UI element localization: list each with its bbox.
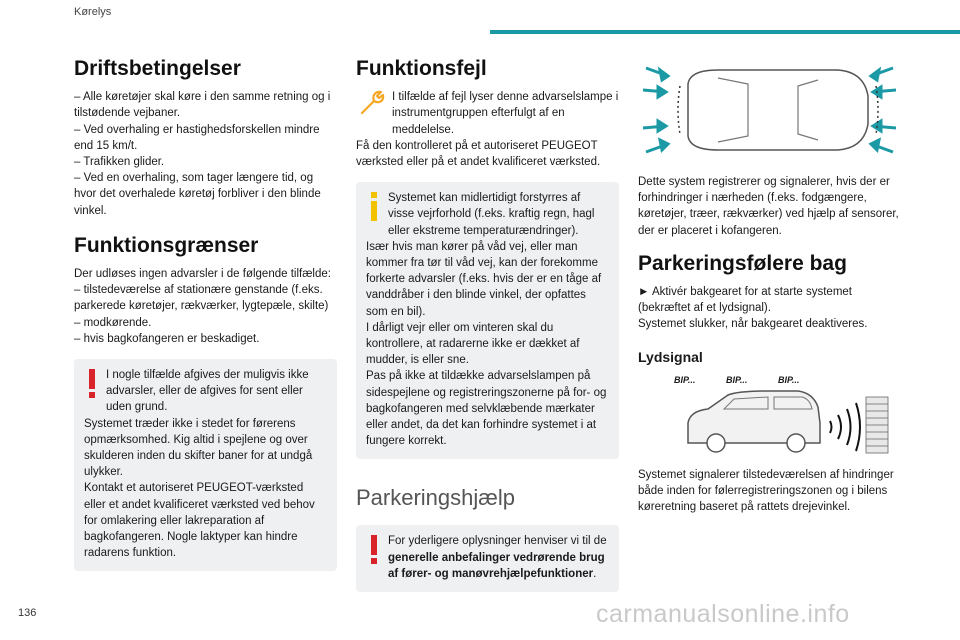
column-3	[638, 56, 901, 515]
heading-parkeringsfoelere-bag: Parkeringsfølere bag	[638, 251, 847, 275]
graenser-item-2: – modkørende.	[74, 316, 152, 329]
info-text-1: Især hvis man kører på våd vej, eller man kommer fra tør til våd vej, kan der forekomme forkerte advarsler (f.eks. hvis der er en tåge af vanddråber i den blinde vinkel, der opfattes som en bil).	[366, 240, 602, 318]
page-number: 136	[18, 607, 37, 619]
bag-text: ► Aktivér bakgearet for at starte systemet (bekræftet af et lydsignal).	[638, 286, 852, 315]
warning-first: I nogle tilfælde afgives der muligvis ikke advarsler, eller de afgives for sent eller uden grund.	[106, 369, 309, 414]
warning-text-1: Systemet træder ikke i stedet for førerens opmærksomhed. Kig altid i spejlene og over skulderen inden du skifter baner for at undgå ulykker.	[84, 417, 313, 479]
header-accent-bar	[490, 30, 960, 34]
drift-line-2: – Ved overhaling er hastighedsforskellen mindre end 15 km/t.	[74, 123, 320, 152]
lyd-text: Systemet signalerer tilstedeværelsen af hindringer både inden for følerregistreringszonen og i bilens køreretning baseret på rattets drejevinkel.	[638, 468, 894, 514]
bip-label-2: BIP...	[726, 374, 748, 385]
warning-exclamation-icon	[366, 533, 382, 572]
warning-box	[74, 359, 337, 571]
heading-funktionsgraenser: Funktionsgrænser	[74, 233, 259, 257]
bip-label-1: BIP...	[674, 374, 696, 385]
drift-line-4: – Ved en overhaling, som tager længere tid, og hvor det overhalede køretøj forbliver i den blinde vinkel.	[74, 172, 321, 217]
car-reversing-illustration	[638, 371, 901, 457]
bag-text-2: Systemet slukker, når bakgearet deaktiveres.	[638, 318, 868, 331]
drift-line-1: – Alle køretøjer skal køre i den samme retning og i tilstødende vejbaner.	[74, 91, 331, 120]
car-top-view-sensors	[638, 56, 901, 164]
info-box	[356, 182, 619, 459]
info-text-2: I dårligt vejr eller om vinteren skal du kontrollere, at radarerne ikke er dækket af mudder, is eller sne.	[366, 321, 580, 367]
graenser-intro: Der udløses ingen advarsler i de følgende tilfælde:	[74, 268, 331, 280]
section-header: Kørelys	[74, 6, 112, 18]
bip-label-3: BIP...	[778, 374, 800, 385]
heading-funktionsfejl: Funktionsfejl	[356, 57, 487, 80]
fejl-rest: Få den kontrolleret på et autoriseret PEUGEOT værksted eller på et andet kvalificeret værksted.	[356, 139, 601, 168]
system-text: Dette system registrerer og signalerer, hvis der er forhindringer i nærheden (f.eks. fodgængere, køretøjer, træer, rækværker) ved hjælp af sensorer, der er placeret i kofangeren.	[638, 176, 899, 237]
wrench-icon	[356, 87, 386, 122]
heading-lydsignal: Lydsignal	[638, 348, 703, 365]
info-first: Systemet kan midlertidigt forstyrres af visse vejrforhold (f.eks. kraftig regn, hagl eller ekstreme temperaturændringer).	[388, 192, 595, 237]
park-warning-box	[356, 525, 619, 592]
graenser-item-1: – tilstedeværelse af stationære genstande (f.eks. parkerede køretøjer, rækværker, lygtepæle, skilte)	[74, 284, 329, 313]
fejl-first: I tilfælde af fejl lyser denne advarselslampe i instrumentgruppen efterfulgt af en meddelelse.	[392, 91, 619, 136]
info-icon	[366, 190, 382, 229]
heading-driftsbetingelser: Driftsbetingelser	[74, 57, 241, 80]
watermark: carmanualsonline.info	[596, 600, 850, 628]
warning-text-2: Kontakt et autoriseret PEUGEOT-værksted eller et andet kvalificeret værksted ved behov for omlakering eller lakreparation af bagkofangeren. Nogle laktyper kan hindre radarens funktion.	[84, 482, 315, 560]
heading-parkeringshjaelp: Parkeringshjælp	[356, 485, 515, 511]
drift-line-3: – Trafikken glider.	[74, 156, 165, 168]
graenser-item-3: – hvis bagkofangeren er beskadiget.	[74, 332, 260, 345]
info-text-3: Pas på ikke at tildække advarselslampen på sidespejlene og registreringszonerne på for- og bagkofangeren med selvklæbende mærkater eller andet, da det kan forhindre systemet i at fungere korrekt.	[366, 370, 607, 448]
park-warning-text: For yderligere oplysninger henviser vi til de generelle anbefalinger vedrørende brug af fører- og manøvrehjælpefunktioner.	[388, 535, 607, 580]
warning-exclamation-icon	[84, 367, 100, 406]
column-2	[356, 56, 619, 604]
column-1	[74, 56, 337, 583]
